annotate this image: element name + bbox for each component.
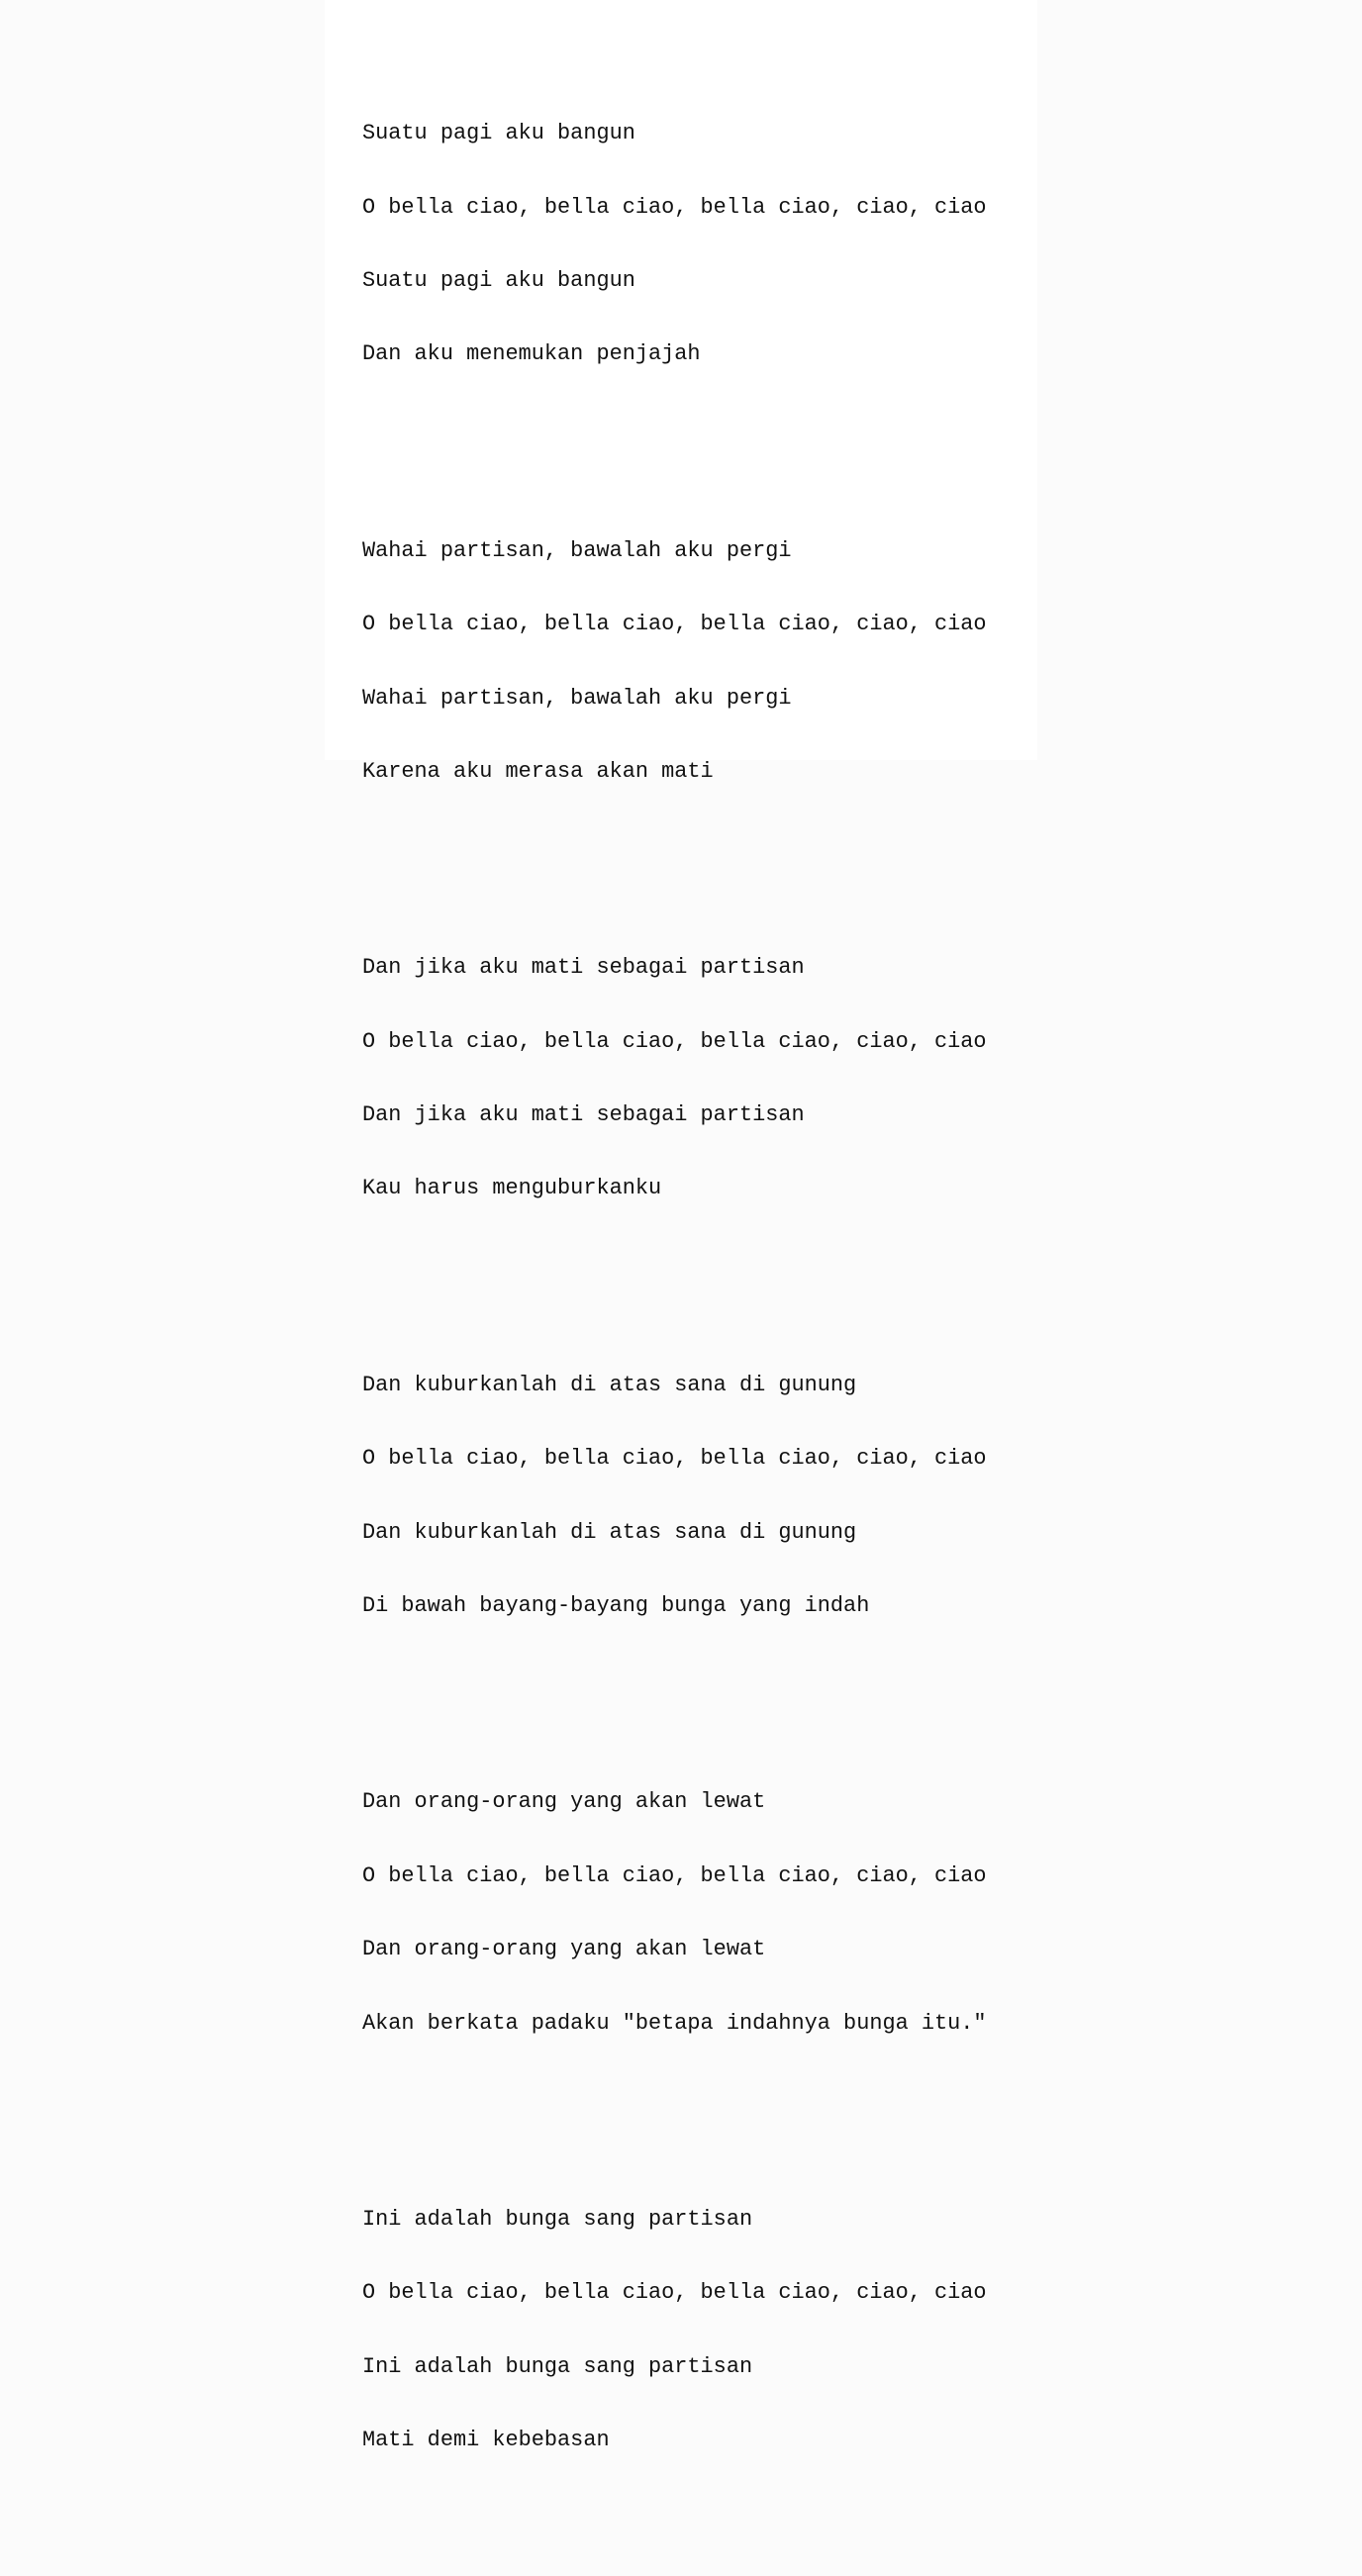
lyric-line: Wahai partisan, bawalah aku pergi	[362, 537, 792, 563]
lyric-line: Kau harus menguburkanku	[362, 1176, 662, 1201]
stanza-6	[362, 2158, 987, 2502]
lyric-line: Di bawah bayang-bayang bunga yang indah	[362, 1593, 870, 1618]
lyric-line: O bella ciao, bella ciao, bella ciao, ciao, ciao	[362, 2280, 987, 2306]
lyric-line: O bella ciao, bella ciao, bella ciao, ciao, ciao	[362, 1028, 987, 1054]
stanza-5	[362, 1742, 987, 2085]
lyric-line: Dan orang-orang yang akan lewat	[362, 1937, 766, 1962]
lyric-line: Dan orang-orang yang akan lewat	[362, 1789, 766, 1815]
lyric-line: O bella ciao, bella ciao, bella ciao, ciao, ciao	[362, 612, 987, 637]
stanza-2	[362, 490, 987, 833]
lyric-line: Suatu pagi aku bangun	[362, 267, 635, 293]
lyric-line: Dan jika aku mati sebagai partisan	[362, 955, 805, 981]
lyric-line: O bella ciao, bella ciao, bella ciao, ciao, ciao	[362, 194, 987, 220]
lyrics-text	[362, 24, 987, 2576]
lyric-line: Mati demi kebebasan	[362, 2428, 610, 2453]
lyric-line: Wahai partisan, bawalah aku pergi	[362, 685, 792, 711]
lyric-line: Suatu pagi aku bangun	[362, 121, 635, 146]
stanza-1	[362, 73, 987, 417]
lyric-line: Ini adalah bunga sang partisan	[362, 2206, 753, 2232]
lyric-line: O bella ciao, bella ciao, bella ciao, ciao, ciao	[362, 1862, 987, 1888]
lyric-line: Dan jika aku mati sebagai partisan	[362, 1102, 805, 1128]
lyric-line: Dan kuburkanlah di atas sana di gunung	[362, 1372, 857, 1397]
lyric-line: Dan kuburkanlah di atas sana di gunung	[362, 1519, 857, 1545]
lyric-line: Akan berkata padaku "betapa indahnya bunga itu."	[362, 2010, 987, 2036]
lyric-line: Karena aku merasa akan mati	[362, 758, 714, 784]
lyric-line: Ini adalah bunga sang partisan	[362, 2353, 753, 2379]
lyric-line: O bella ciao, bella ciao, bella ciao, ciao, ciao	[362, 1446, 987, 1472]
stanza-3	[362, 907, 987, 1251]
lyric-line: Dan aku menemukan penjajah	[362, 341, 701, 367]
stanza-4	[362, 1324, 987, 1668]
